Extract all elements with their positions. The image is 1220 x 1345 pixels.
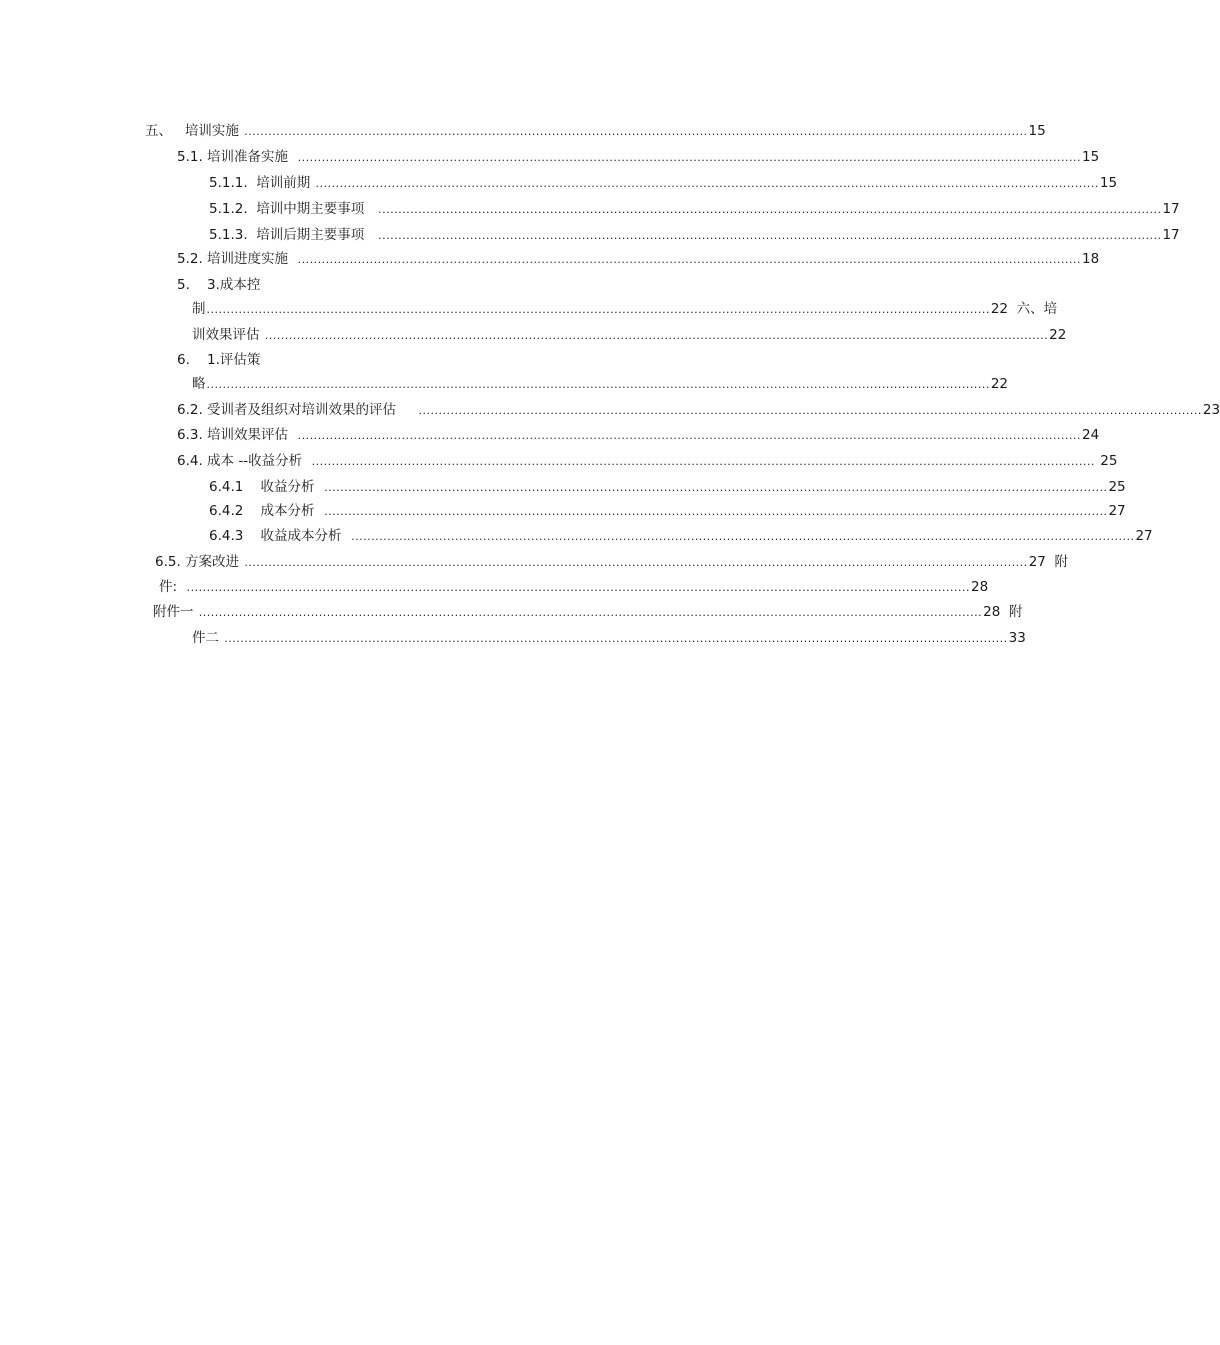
toc-entry-page: 22 xyxy=(1049,327,1067,343)
toc-entry-page: 23 xyxy=(1202,402,1220,418)
toc-leader-dots: .................................................................................................................................................................................................... xyxy=(378,229,1162,242)
toc-entry-label: 5.1.1. 培训前期 xyxy=(209,175,315,191)
toc-leader-dots: .................................................................................................................................................................................................... xyxy=(378,203,1162,216)
toc-entry-page: 33 xyxy=(1008,630,1026,646)
toc-entry-label: 6.4.3 收益成本分析 xyxy=(209,528,351,544)
toc-entry xyxy=(209,199,1180,219)
toc-entry-label: 6.4.2 成本分析 xyxy=(209,503,324,519)
toc-entry-label: 略 xyxy=(192,376,206,392)
toc-entry xyxy=(177,425,1100,445)
toc-entry-label: 5.2. 培训进度实施 xyxy=(177,251,297,267)
toc-entry xyxy=(209,477,1126,497)
toc-leader-dots: .................................................................................................................................................................................................... xyxy=(186,581,970,594)
toc-entry-label: 件: xyxy=(159,579,186,595)
toc-entry-label: 训效果评估 xyxy=(192,327,264,343)
toc-leader-dots: .................................................................................................................................................................................................... xyxy=(297,253,1081,266)
toc-leader-dots: .................................................................................................................................................................................................... xyxy=(297,151,1081,164)
toc-leader-dots: .................................................................................................................................................................................................... xyxy=(351,530,1135,543)
toc-entry xyxy=(153,602,1023,622)
toc-entry-label: 附件一 xyxy=(153,604,198,620)
toc-entry-label: 6.4.1 收益分析 xyxy=(209,479,324,495)
toc-entry-label: 5.1.3. 培训后期主要事项 xyxy=(209,227,378,243)
toc-entry-page: 27 附 xyxy=(1028,554,1068,570)
toc-entry-page: 24 xyxy=(1081,427,1100,443)
toc-leader-dots: .................................................................................................................................................................................................... xyxy=(244,556,1028,569)
toc-entry-label: 6.3. 培训效果评估 xyxy=(177,427,297,443)
toc-leader-dots: .................................................................................................................................................................................................... xyxy=(206,303,990,316)
toc-entry xyxy=(209,526,1153,546)
toc-entry xyxy=(192,325,1067,345)
toc-entry-fragment: 6. 1.评估策 xyxy=(177,352,261,368)
toc-entry-label: 件二 xyxy=(192,630,224,646)
toc-leader-dots: .................................................................................................................................................................................................... xyxy=(297,429,1081,442)
toc-entry-label: 5.1.2. 培训中期主要事项 xyxy=(209,201,378,217)
toc-leader-dots: .................................................................................................................................................................................................... xyxy=(324,481,1108,494)
toc-entry-page: 27 xyxy=(1135,528,1153,544)
toc-entry-page: 18 xyxy=(1081,251,1100,267)
toc-entry-label: 5.1. 培训准备实施 xyxy=(177,149,297,165)
toc-entry xyxy=(177,400,1220,420)
toc-entry-page: 15 xyxy=(1028,123,1046,139)
toc-entry xyxy=(192,299,1058,319)
toc-entry-label: 6.5. 方案改进 xyxy=(155,554,244,570)
toc-leader-dots: .................................................................................................................................................................................................... xyxy=(244,125,1028,138)
toc-entry-label: 制 xyxy=(192,301,206,317)
toc-entry-page: 22 六、培 xyxy=(990,301,1058,317)
toc-leader-dots: .................................................................................................................................................................................................... xyxy=(315,177,1099,190)
toc-entry-page: 27 xyxy=(1108,503,1126,519)
toc-entry xyxy=(209,173,1118,193)
toc-leader-dots: .................................................................................................................................................................................................... xyxy=(264,329,1049,342)
toc-leader-dots: .................................................................................................................................................................................................... xyxy=(206,378,990,391)
toc-entry-label: 6.4. 成本 --收益分析 xyxy=(177,453,311,469)
toc-entry-label: 6.2. 受训者及组织对培训效果的评估 xyxy=(177,402,418,418)
toc-leader-dots: .................................................................................................................................................................................................... xyxy=(324,505,1108,518)
toc-entry xyxy=(159,577,989,597)
toc-entry xyxy=(177,147,1100,167)
toc-leader-dots: .................................................................................................................................................................................................... xyxy=(311,455,1096,468)
toc-entry-page: 15 xyxy=(1099,175,1118,191)
toc-entry-page: 17 xyxy=(1162,201,1180,217)
toc-entry xyxy=(177,249,1100,269)
toc-entry xyxy=(155,552,1068,572)
toc-entry-page: 22 xyxy=(990,376,1009,392)
toc-entry-label: 五、 培训实施 xyxy=(145,123,244,139)
toc-leader-dots: .................................................................................................................................................................................................... xyxy=(224,632,1008,645)
toc-entry-page: 25 xyxy=(1096,453,1118,469)
toc-entry-page: 25 xyxy=(1108,479,1126,495)
toc-entry xyxy=(209,225,1180,245)
toc-entry xyxy=(177,451,1118,471)
toc-leader-dots: .................................................................................................................................................................................................... xyxy=(198,606,983,619)
toc-leader-dots: .................................................................................................................................................................................................... xyxy=(418,404,1202,417)
toc-entry xyxy=(209,501,1126,521)
toc-entry xyxy=(145,121,1046,141)
toc-entry-page: 17 xyxy=(1162,227,1180,243)
toc-entry-page: 28 xyxy=(970,579,989,595)
toc-entry xyxy=(192,628,1026,648)
toc-entry-page: 28 附 xyxy=(983,604,1023,620)
toc-entry-fragment: 5. 3.成本控 xyxy=(177,277,261,293)
toc-entry-page: 15 xyxy=(1081,149,1100,165)
toc-entry xyxy=(192,374,1009,394)
